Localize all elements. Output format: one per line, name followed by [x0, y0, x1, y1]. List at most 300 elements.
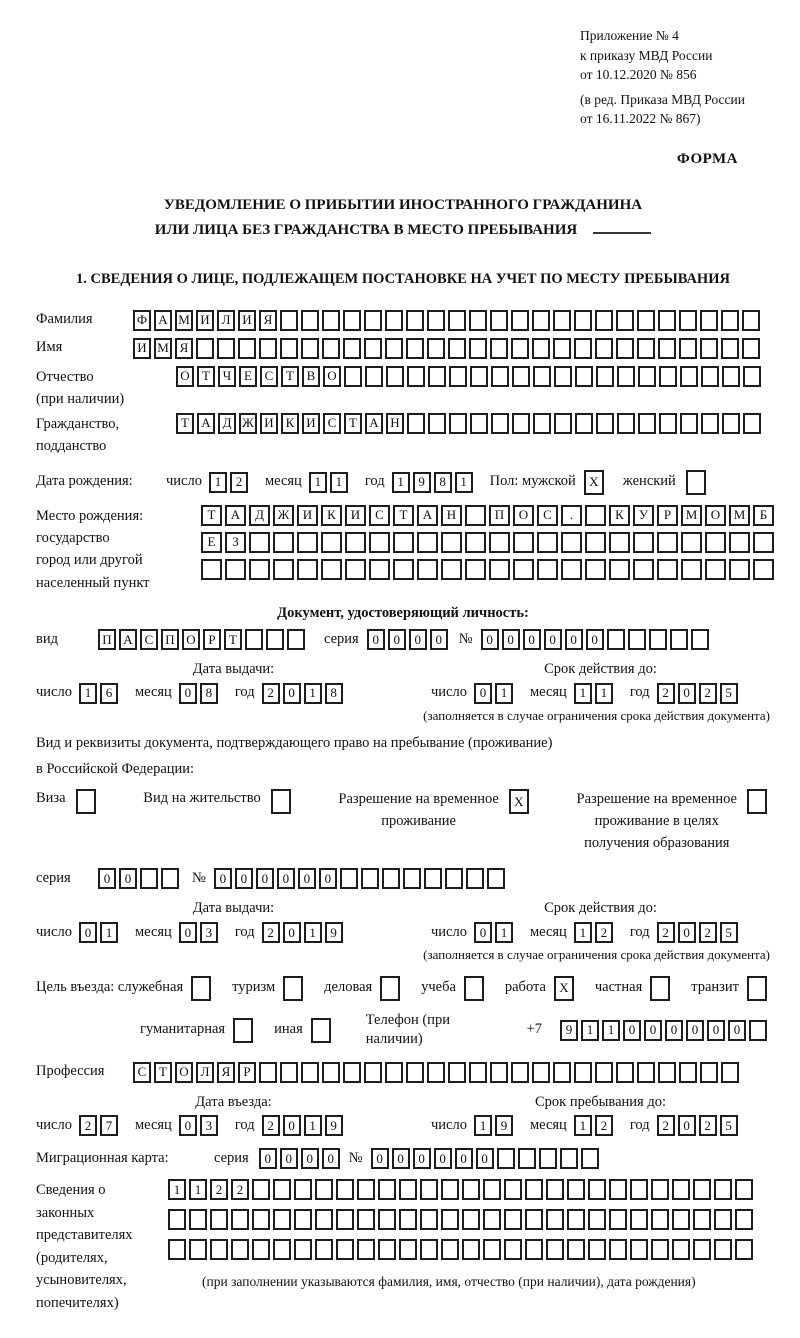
empty-cell[interactable] — [595, 338, 613, 359]
filled-cell[interactable]: С — [140, 629, 158, 650]
empty-cell[interactable] — [406, 338, 424, 359]
empty-cell[interactable] — [462, 1239, 480, 1260]
empty-cell[interactable] — [315, 1179, 333, 1200]
empty-cell[interactable] — [380, 976, 400, 1001]
empty-cell[interactable] — [680, 366, 698, 387]
empty-cell[interactable] — [273, 559, 294, 580]
empty-cell[interactable] — [245, 629, 263, 650]
empty-cell[interactable] — [321, 532, 342, 553]
filled-cell[interactable]: 0 — [235, 868, 253, 889]
empty-cell[interactable] — [581, 1148, 599, 1169]
empty-cell[interactable] — [420, 1179, 438, 1200]
filled-cell[interactable]: С — [133, 1062, 151, 1083]
empty-cell[interactable] — [140, 868, 158, 889]
empty-cell[interactable] — [462, 1179, 480, 1200]
empty-cell[interactable] — [743, 366, 761, 387]
empty-cell[interactable] — [609, 1179, 627, 1200]
empty-cell[interactable] — [585, 559, 606, 580]
empty-cell[interactable] — [490, 338, 508, 359]
empty-cell[interactable] — [294, 1209, 312, 1230]
empty-cell[interactable] — [420, 1209, 438, 1230]
empty-cell[interactable] — [343, 310, 361, 331]
filled-cell[interactable]: 0 — [179, 683, 197, 704]
filled-cell[interactable]: 0 — [544, 629, 562, 650]
empty-cell[interactable] — [747, 976, 767, 1001]
filled-cell[interactable]: 0 — [319, 868, 337, 889]
filled-cell[interactable]: 0 — [502, 629, 520, 650]
filled-cell[interactable]: 1 — [304, 683, 322, 704]
empty-cell[interactable] — [637, 1062, 655, 1083]
empty-cell[interactable] — [210, 1239, 228, 1260]
filled-cell[interactable]: Е — [239, 366, 257, 387]
filled-cell[interactable]: О — [176, 366, 194, 387]
filled-cell[interactable]: К — [609, 505, 630, 526]
empty-cell[interactable] — [364, 310, 382, 331]
filled-cell[interactable]: 1 — [474, 1115, 492, 1136]
empty-cell[interactable] — [553, 338, 571, 359]
filled-cell[interactable]: 0 — [413, 1148, 431, 1169]
filled-cell[interactable]: С — [323, 413, 341, 434]
empty-cell[interactable] — [609, 559, 630, 580]
empty-cell[interactable] — [735, 1239, 753, 1260]
empty-cell[interactable] — [749, 1020, 767, 1041]
filled-cell[interactable]: 1 — [495, 683, 513, 704]
empty-cell[interactable] — [722, 366, 740, 387]
empty-cell[interactable] — [546, 1209, 564, 1230]
filled-cell[interactable]: Р — [203, 629, 221, 650]
filled-cell[interactable]: 0 — [283, 683, 301, 704]
empty-cell[interactable] — [657, 559, 678, 580]
filled-cell[interactable]: Н — [441, 505, 462, 526]
filled-cell[interactable]: И — [260, 413, 278, 434]
filled-cell[interactable]: Т — [154, 1062, 172, 1083]
empty-cell[interactable] — [537, 532, 558, 553]
empty-cell[interactable] — [658, 310, 676, 331]
filled-cell[interactable]: П — [98, 629, 116, 650]
empty-cell[interactable] — [567, 1239, 585, 1260]
empty-cell[interactable] — [294, 1239, 312, 1260]
empty-cell[interactable] — [721, 1062, 739, 1083]
filled-cell[interactable]: Т — [344, 413, 362, 434]
filled-cell[interactable]: 1 — [581, 1020, 599, 1041]
filled-cell[interactable]: Б — [753, 505, 774, 526]
empty-cell[interactable] — [672, 1179, 690, 1200]
empty-cell[interactable] — [386, 366, 404, 387]
empty-cell[interactable] — [361, 868, 379, 889]
empty-cell[interactable] — [693, 1179, 711, 1200]
filled-cell[interactable]: 0 — [707, 1020, 725, 1041]
filled-cell[interactable]: Т — [224, 629, 242, 650]
empty-cell[interactable] — [420, 1239, 438, 1260]
empty-cell[interactable] — [343, 338, 361, 359]
filled-cell[interactable]: В — [302, 366, 320, 387]
filled-cell[interactable]: И — [196, 310, 214, 331]
empty-cell[interactable] — [553, 310, 571, 331]
empty-cell[interactable] — [753, 532, 774, 553]
filled-cell[interactable]: 0 — [476, 1148, 494, 1169]
empty-cell[interactable] — [659, 366, 677, 387]
empty-cell[interactable] — [406, 310, 424, 331]
empty-cell[interactable] — [511, 310, 529, 331]
empty-cell[interactable] — [417, 559, 438, 580]
empty-cell[interactable] — [630, 1209, 648, 1230]
empty-cell[interactable] — [659, 413, 677, 434]
filled-cell[interactable]: 1 — [79, 683, 97, 704]
filled-cell[interactable]: 1 — [595, 683, 613, 704]
filled-cell[interactable]: А — [365, 413, 383, 434]
filled-cell[interactable]: О — [323, 366, 341, 387]
empty-cell[interactable] — [403, 868, 421, 889]
filled-cell[interactable]: 0 — [586, 629, 604, 650]
empty-cell[interactable] — [427, 338, 445, 359]
empty-cell[interactable] — [743, 413, 761, 434]
empty-cell[interactable] — [378, 1209, 396, 1230]
empty-cell[interactable] — [518, 1148, 536, 1169]
filled-cell[interactable]: 0 — [79, 922, 97, 943]
empty-cell[interactable] — [512, 366, 530, 387]
empty-cell[interactable] — [539, 1148, 557, 1169]
filled-cell[interactable]: 0 — [644, 1020, 662, 1041]
empty-cell[interactable] — [294, 1179, 312, 1200]
empty-cell[interactable] — [210, 1209, 228, 1230]
empty-cell[interactable] — [464, 976, 484, 1001]
empty-cell[interactable] — [735, 1179, 753, 1200]
filled-cell[interactable]: 0 — [179, 922, 197, 943]
filled-cell[interactable]: И — [345, 505, 366, 526]
filled-cell[interactable]: 0 — [392, 1148, 410, 1169]
filled-cell[interactable]: 0 — [430, 629, 448, 650]
empty-cell[interactable] — [585, 532, 606, 553]
empty-cell[interactable] — [252, 1179, 270, 1200]
filled-cell[interactable]: 0 — [678, 1115, 696, 1136]
empty-cell[interactable] — [616, 338, 634, 359]
empty-cell[interactable] — [273, 1209, 291, 1230]
empty-cell[interactable] — [469, 338, 487, 359]
filled-cell[interactable]: З — [225, 532, 246, 553]
filled-cell[interactable]: 0 — [388, 629, 406, 650]
empty-cell[interactable] — [301, 310, 319, 331]
empty-cell[interactable] — [336, 1209, 354, 1230]
empty-cell[interactable] — [369, 559, 390, 580]
empty-cell[interactable] — [585, 505, 606, 526]
empty-cell[interactable] — [470, 366, 488, 387]
filled-cell[interactable]: 9 — [560, 1020, 578, 1041]
empty-cell[interactable] — [369, 532, 390, 553]
filled-cell[interactable]: 8 — [434, 472, 452, 493]
empty-cell[interactable] — [533, 413, 551, 434]
empty-cell[interactable] — [658, 338, 676, 359]
filled-cell[interactable]: 0 — [665, 1020, 683, 1041]
filled-cell[interactable]: 0 — [409, 629, 427, 650]
empty-cell[interactable] — [504, 1179, 522, 1200]
filled-cell[interactable]: Ж — [239, 413, 257, 434]
filled-cell[interactable]: С — [537, 505, 558, 526]
filled-cell[interactable]: О — [705, 505, 726, 526]
filled-cell[interactable]: А — [417, 505, 438, 526]
filled-cell[interactable]: Т — [197, 366, 215, 387]
filled-cell[interactable]: 0 — [119, 868, 137, 889]
empty-cell[interactable] — [393, 559, 414, 580]
filled-cell[interactable]: 0 — [523, 629, 541, 650]
empty-cell[interactable] — [721, 310, 739, 331]
empty-cell[interactable] — [567, 1209, 585, 1230]
filled-cell[interactable]: 0 — [367, 629, 385, 650]
empty-cell[interactable] — [714, 1179, 732, 1200]
empty-cell[interactable] — [742, 310, 760, 331]
filled-cell[interactable]: 0 — [678, 922, 696, 943]
filled-cell[interactable]: 1 — [574, 922, 592, 943]
filled-cell[interactable]: 0 — [298, 868, 316, 889]
empty-cell[interactable] — [681, 532, 702, 553]
empty-cell[interactable] — [487, 868, 505, 889]
filled-cell[interactable]: 0 — [686, 1020, 704, 1041]
empty-cell[interactable] — [382, 868, 400, 889]
filled-cell[interactable]: 2 — [262, 1115, 280, 1136]
empty-cell[interactable] — [249, 559, 270, 580]
empty-cell[interactable] — [735, 1209, 753, 1230]
filled-cell[interactable]: 0 — [434, 1148, 452, 1169]
empty-cell[interactable] — [161, 868, 179, 889]
filled-cell[interactable]: Д — [249, 505, 270, 526]
empty-cell[interactable] — [385, 310, 403, 331]
empty-cell[interactable] — [649, 629, 667, 650]
empty-cell[interactable] — [345, 532, 366, 553]
empty-cell[interactable] — [340, 868, 358, 889]
filled-cell[interactable]: И — [302, 413, 320, 434]
empty-cell[interactable] — [511, 338, 529, 359]
empty-cell[interactable] — [489, 559, 510, 580]
filled-cell[interactable]: 2 — [595, 922, 613, 943]
empty-cell[interactable] — [680, 413, 698, 434]
filled-cell[interactable]: 2 — [699, 922, 717, 943]
empty-cell[interactable] — [441, 532, 462, 553]
empty-cell[interactable] — [679, 310, 697, 331]
filled-cell[interactable]: 0 — [474, 922, 492, 943]
filled-cell[interactable]: У — [633, 505, 654, 526]
filled-cell[interactable]: 0 — [728, 1020, 746, 1041]
filled-cell[interactable]: 2 — [657, 922, 675, 943]
empty-cell[interactable] — [189, 1239, 207, 1260]
empty-cell[interactable] — [701, 366, 719, 387]
filled-cell[interactable]: 1 — [168, 1179, 186, 1200]
filled-cell[interactable]: 7 — [100, 1115, 118, 1136]
empty-cell[interactable] — [658, 1062, 676, 1083]
filled-cell[interactable]: 1 — [495, 922, 513, 943]
filled-cell[interactable]: 2 — [595, 1115, 613, 1136]
empty-cell[interactable] — [630, 1239, 648, 1260]
empty-cell[interactable] — [753, 559, 774, 580]
empty-cell[interactable] — [168, 1239, 186, 1260]
empty-cell[interactable] — [238, 338, 256, 359]
filled-cell[interactable]: 1 — [574, 1115, 592, 1136]
filled-cell[interactable]: Р — [657, 505, 678, 526]
empty-cell[interactable] — [700, 338, 718, 359]
filled-cell[interactable]: Л — [196, 1062, 214, 1083]
empty-cell[interactable] — [691, 629, 709, 650]
empty-cell[interactable] — [525, 1179, 543, 1200]
empty-cell[interactable] — [407, 366, 425, 387]
empty-cell[interactable] — [721, 338, 739, 359]
empty-cell[interactable] — [343, 1062, 361, 1083]
filled-cell[interactable]: X — [509, 789, 529, 814]
empty-cell[interactable] — [714, 1239, 732, 1260]
filled-cell[interactable]: 2 — [210, 1179, 228, 1200]
filled-cell[interactable]: О — [182, 629, 200, 650]
empty-cell[interactable] — [742, 338, 760, 359]
empty-cell[interactable] — [336, 1239, 354, 1260]
empty-cell[interactable] — [217, 338, 235, 359]
empty-cell[interactable] — [201, 559, 222, 580]
filled-cell[interactable]: 3 — [200, 1115, 218, 1136]
filled-cell[interactable]: 0 — [371, 1148, 389, 1169]
empty-cell[interactable] — [596, 366, 614, 387]
empty-cell[interactable] — [428, 366, 446, 387]
empty-cell[interactable] — [322, 1062, 340, 1083]
empty-cell[interactable] — [364, 1062, 382, 1083]
empty-cell[interactable] — [399, 1179, 417, 1200]
empty-cell[interactable] — [469, 310, 487, 331]
empty-cell[interactable] — [679, 338, 697, 359]
empty-cell[interactable] — [657, 532, 678, 553]
empty-cell[interactable] — [466, 868, 484, 889]
empty-cell[interactable] — [280, 1062, 298, 1083]
filled-cell[interactable]: М — [154, 338, 172, 359]
filled-cell[interactable]: X — [554, 976, 574, 1001]
filled-cell[interactable]: 1 — [602, 1020, 620, 1041]
empty-cell[interactable] — [638, 413, 656, 434]
empty-cell[interactable] — [189, 1209, 207, 1230]
filled-cell[interactable]: 5 — [720, 1115, 738, 1136]
empty-cell[interactable] — [575, 366, 593, 387]
empty-cell[interactable] — [249, 532, 270, 553]
empty-cell[interactable] — [693, 1209, 711, 1230]
filled-cell[interactable]: 9 — [413, 472, 431, 493]
empty-cell[interactable] — [546, 1179, 564, 1200]
empty-cell[interactable] — [322, 338, 340, 359]
filled-cell[interactable]: 2 — [657, 683, 675, 704]
empty-cell[interactable] — [686, 470, 706, 495]
empty-cell[interactable] — [441, 1209, 459, 1230]
empty-cell[interactable] — [441, 1179, 459, 1200]
filled-cell[interactable]: 1 — [330, 472, 348, 493]
empty-cell[interactable] — [365, 366, 383, 387]
empty-cell[interactable] — [747, 789, 767, 814]
empty-cell[interactable] — [609, 1209, 627, 1230]
empty-cell[interactable] — [448, 1062, 466, 1083]
filled-cell[interactable]: 1 — [392, 472, 410, 493]
filled-cell[interactable]: 0 — [301, 1148, 319, 1169]
filled-cell[interactable]: 1 — [100, 922, 118, 943]
filled-cell[interactable]: А — [154, 310, 172, 331]
empty-cell[interactable] — [672, 1209, 690, 1230]
filled-cell[interactable]: О — [175, 1062, 193, 1083]
filled-cell[interactable]: 2 — [699, 683, 717, 704]
empty-cell[interactable] — [513, 532, 534, 553]
filled-cell[interactable]: 0 — [280, 1148, 298, 1169]
empty-cell[interactable] — [393, 532, 414, 553]
empty-cell[interactable] — [596, 413, 614, 434]
filled-cell[interactable]: 1 — [455, 472, 473, 493]
filled-cell[interactable]: 1 — [304, 1115, 322, 1136]
empty-cell[interactable] — [533, 366, 551, 387]
filled-cell[interactable]: Л — [217, 310, 235, 331]
empty-cell[interactable] — [483, 1239, 501, 1260]
empty-cell[interactable] — [259, 338, 277, 359]
filled-cell[interactable]: Я — [259, 310, 277, 331]
empty-cell[interactable] — [628, 629, 646, 650]
empty-cell[interactable] — [301, 1062, 319, 1083]
empty-cell[interactable] — [722, 413, 740, 434]
empty-cell[interactable] — [609, 532, 630, 553]
empty-cell[interactable] — [441, 1239, 459, 1260]
filled-cell[interactable]: 3 — [200, 922, 218, 943]
empty-cell[interactable] — [407, 413, 425, 434]
empty-cell[interactable] — [679, 1062, 697, 1083]
filled-cell[interactable]: И — [238, 310, 256, 331]
filled-cell[interactable]: Ф — [133, 310, 151, 331]
empty-cell[interactable] — [385, 1062, 403, 1083]
empty-cell[interactable] — [607, 629, 625, 650]
empty-cell[interactable] — [588, 1239, 606, 1260]
filled-cell[interactable]: Н — [386, 413, 404, 434]
empty-cell[interactable] — [560, 1148, 578, 1169]
empty-cell[interactable] — [301, 338, 319, 359]
filled-cell[interactable]: 0 — [474, 683, 492, 704]
empty-cell[interactable] — [651, 1179, 669, 1200]
filled-cell[interactable]: 5 — [720, 922, 738, 943]
filled-cell[interactable]: 2 — [262, 922, 280, 943]
empty-cell[interactable] — [701, 413, 719, 434]
empty-cell[interactable] — [283, 976, 303, 1001]
empty-cell[interactable] — [385, 338, 403, 359]
empty-cell[interactable] — [513, 559, 534, 580]
filled-cell[interactable]: Я — [175, 338, 193, 359]
empty-cell[interactable] — [512, 413, 530, 434]
empty-cell[interactable] — [448, 338, 466, 359]
empty-cell[interactable] — [445, 868, 463, 889]
empty-cell[interactable] — [617, 413, 635, 434]
empty-cell[interactable] — [574, 310, 592, 331]
empty-cell[interactable] — [489, 532, 510, 553]
empty-cell[interactable] — [491, 413, 509, 434]
empty-cell[interactable] — [427, 310, 445, 331]
filled-cell[interactable]: 9 — [325, 922, 343, 943]
filled-cell[interactable]: И — [133, 338, 151, 359]
filled-cell[interactable]: А — [225, 505, 246, 526]
empty-cell[interactable] — [417, 532, 438, 553]
empty-cell[interactable] — [637, 310, 655, 331]
filled-cell[interactable]: О — [513, 505, 534, 526]
empty-cell[interactable] — [441, 559, 462, 580]
empty-cell[interactable] — [532, 1062, 550, 1083]
filled-cell[interactable]: Я — [217, 1062, 235, 1083]
empty-cell[interactable] — [681, 559, 702, 580]
empty-cell[interactable] — [266, 629, 284, 650]
empty-cell[interactable] — [336, 1179, 354, 1200]
empty-cell[interactable] — [729, 559, 750, 580]
empty-cell[interactable] — [637, 338, 655, 359]
filled-cell[interactable]: 5 — [720, 683, 738, 704]
empty-cell[interactable] — [651, 1209, 669, 1230]
filled-cell[interactable]: М — [175, 310, 193, 331]
filled-cell[interactable]: 2 — [79, 1115, 97, 1136]
empty-cell[interactable] — [638, 366, 656, 387]
empty-cell[interactable] — [651, 1239, 669, 1260]
empty-cell[interactable] — [693, 1239, 711, 1260]
empty-cell[interactable] — [700, 1062, 718, 1083]
empty-cell[interactable] — [287, 629, 305, 650]
empty-cell[interactable] — [297, 559, 318, 580]
